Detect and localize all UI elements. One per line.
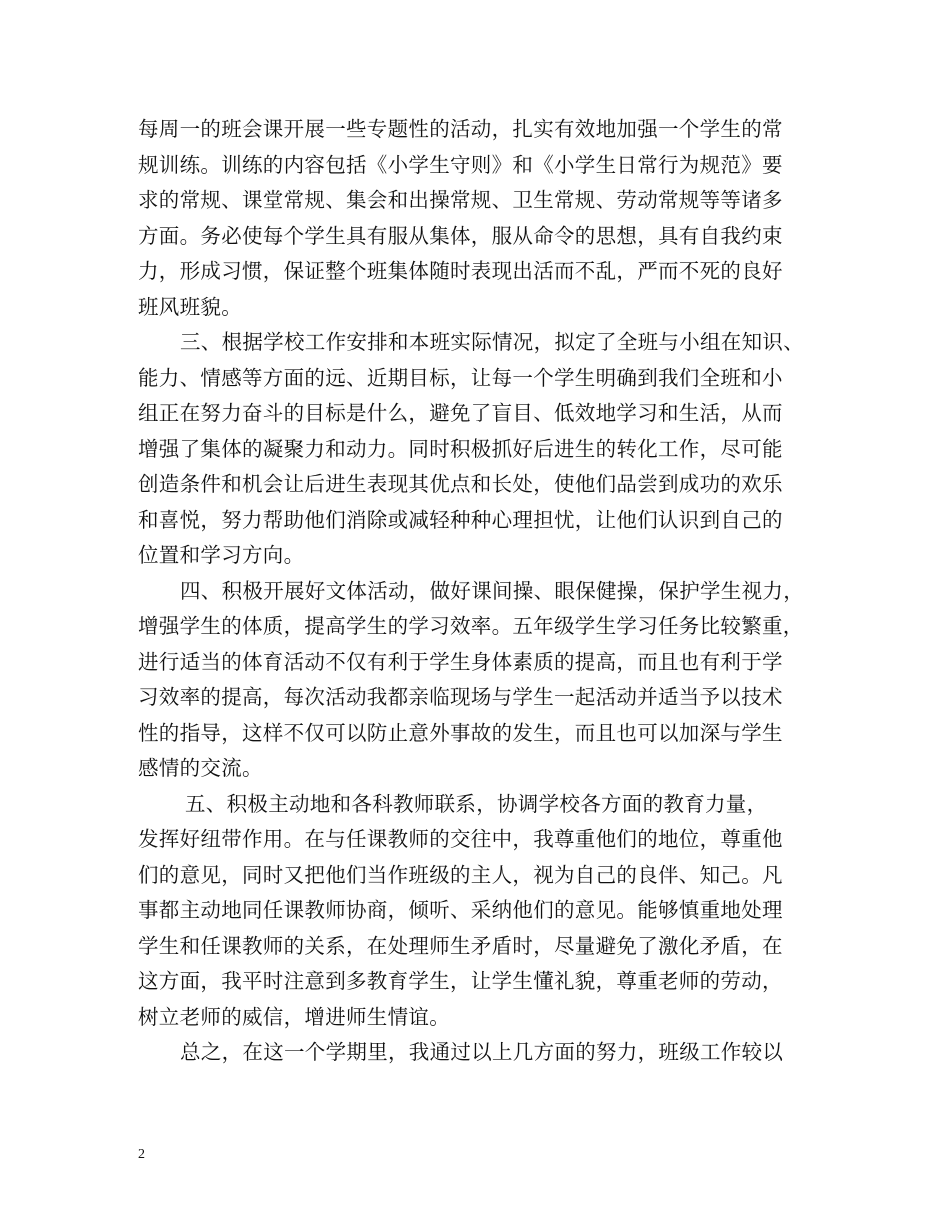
text-line: 发挥好纽带作用。在与任课教师的交往中，我尊重他们的地位，尊重他 xyxy=(138,827,783,851)
text-line: 事都主动地同任课教师协商，倾听、采纳他们的意见。能够慎重地处理 xyxy=(138,898,783,922)
text-line: 性的指导，这样不仅可以防止意外事故的发生，而且也可以加深与学生 xyxy=(138,720,783,745)
text-line: 力，形成习惯，保证整个班集体随时表现出活而不乱，严而不死的良好 xyxy=(138,259,783,283)
text-line: 组正在努力奋斗的目标是什么，避免了盲目、低效地学习和生活，从而 xyxy=(138,401,783,425)
text-line: 进行适当的体育活动不仅有利于学生身体素质的提高，而且也有利于学 xyxy=(138,649,783,674)
text-line: 树立老师的威信，增进师生情谊。 xyxy=(138,1004,450,1029)
paragraph-start-line: 三、根据学校工作安排和本班实际情况，拟定了全班与小组在知识、 xyxy=(180,330,804,354)
text-line: 每周一的班会课开展一些专题性的活动，扎实有效地加强一个学生的常 xyxy=(138,117,783,141)
text-line: 习效率的提高，每次活动我都亲临现场与学生一起活动并适当予以技术 xyxy=(138,685,783,709)
text-line: 学生和任课教师的关系，在处理师生矛盾时，尽量避免了激化矛盾，在 xyxy=(138,933,783,958)
text-line: 求的常规、课堂常规、集会和出操常规、卫生常规、劳动常规等等诸多 xyxy=(138,188,783,212)
text-line: 增强了集体的凝聚力和动力。同时积极抓好后进生的转化工作，尽可能 xyxy=(138,436,783,461)
text-line: 这方面，我平时注意到多教育学生，让学生懂礼貌，尊重老师的劳动， xyxy=(138,969,783,993)
page-number: 2 xyxy=(138,1147,145,1162)
text-line: 班风班貌。 xyxy=(138,294,242,319)
text-line: 规训练。训练的内容包括《小学生守则》和《小学生日常行为规范》要 xyxy=(138,152,783,177)
paragraph-start-line: 四、积极开展好文体活动，做好课间操、眼保健操，保护学生视力， xyxy=(180,578,804,603)
paragraph-start-line: 总之，在这一个学期里，我通过以上几方面的努力，班级工作较以 xyxy=(180,1040,784,1064)
text-line: 感情的交流。 xyxy=(138,756,263,780)
text-line: 位置和学习方向。 xyxy=(138,543,305,567)
text-line: 和喜悦，努力帮助他们消除或减轻种种心理担忧，让他们认识到自己的 xyxy=(138,507,783,532)
text-line: 创造条件和机会让后进生表现其优点和长处，使他们品尝到成功的欢乐 xyxy=(138,472,783,496)
text-line: 增强学生的体质，提高学生的学习效率。五年级学生学习任务比较繁重， xyxy=(138,614,804,638)
text-line: 能力、情感等方面的远、近期目标，让每一个学生明确到我们全班和小 xyxy=(138,365,783,390)
text-line: 们的意见，同时又把他们当作班级的主人，视为自己的良伴、知己。凡 xyxy=(138,862,783,887)
body-text xyxy=(138,112,828,1071)
text-line: 方面。务必使每个学生具有服从集体，服从命令的思想，具有自我约束 xyxy=(138,223,783,248)
paragraph-start-line: 五、积极主动地和各科教师联系，协调学校各方面的教育力量， xyxy=(185,791,768,816)
